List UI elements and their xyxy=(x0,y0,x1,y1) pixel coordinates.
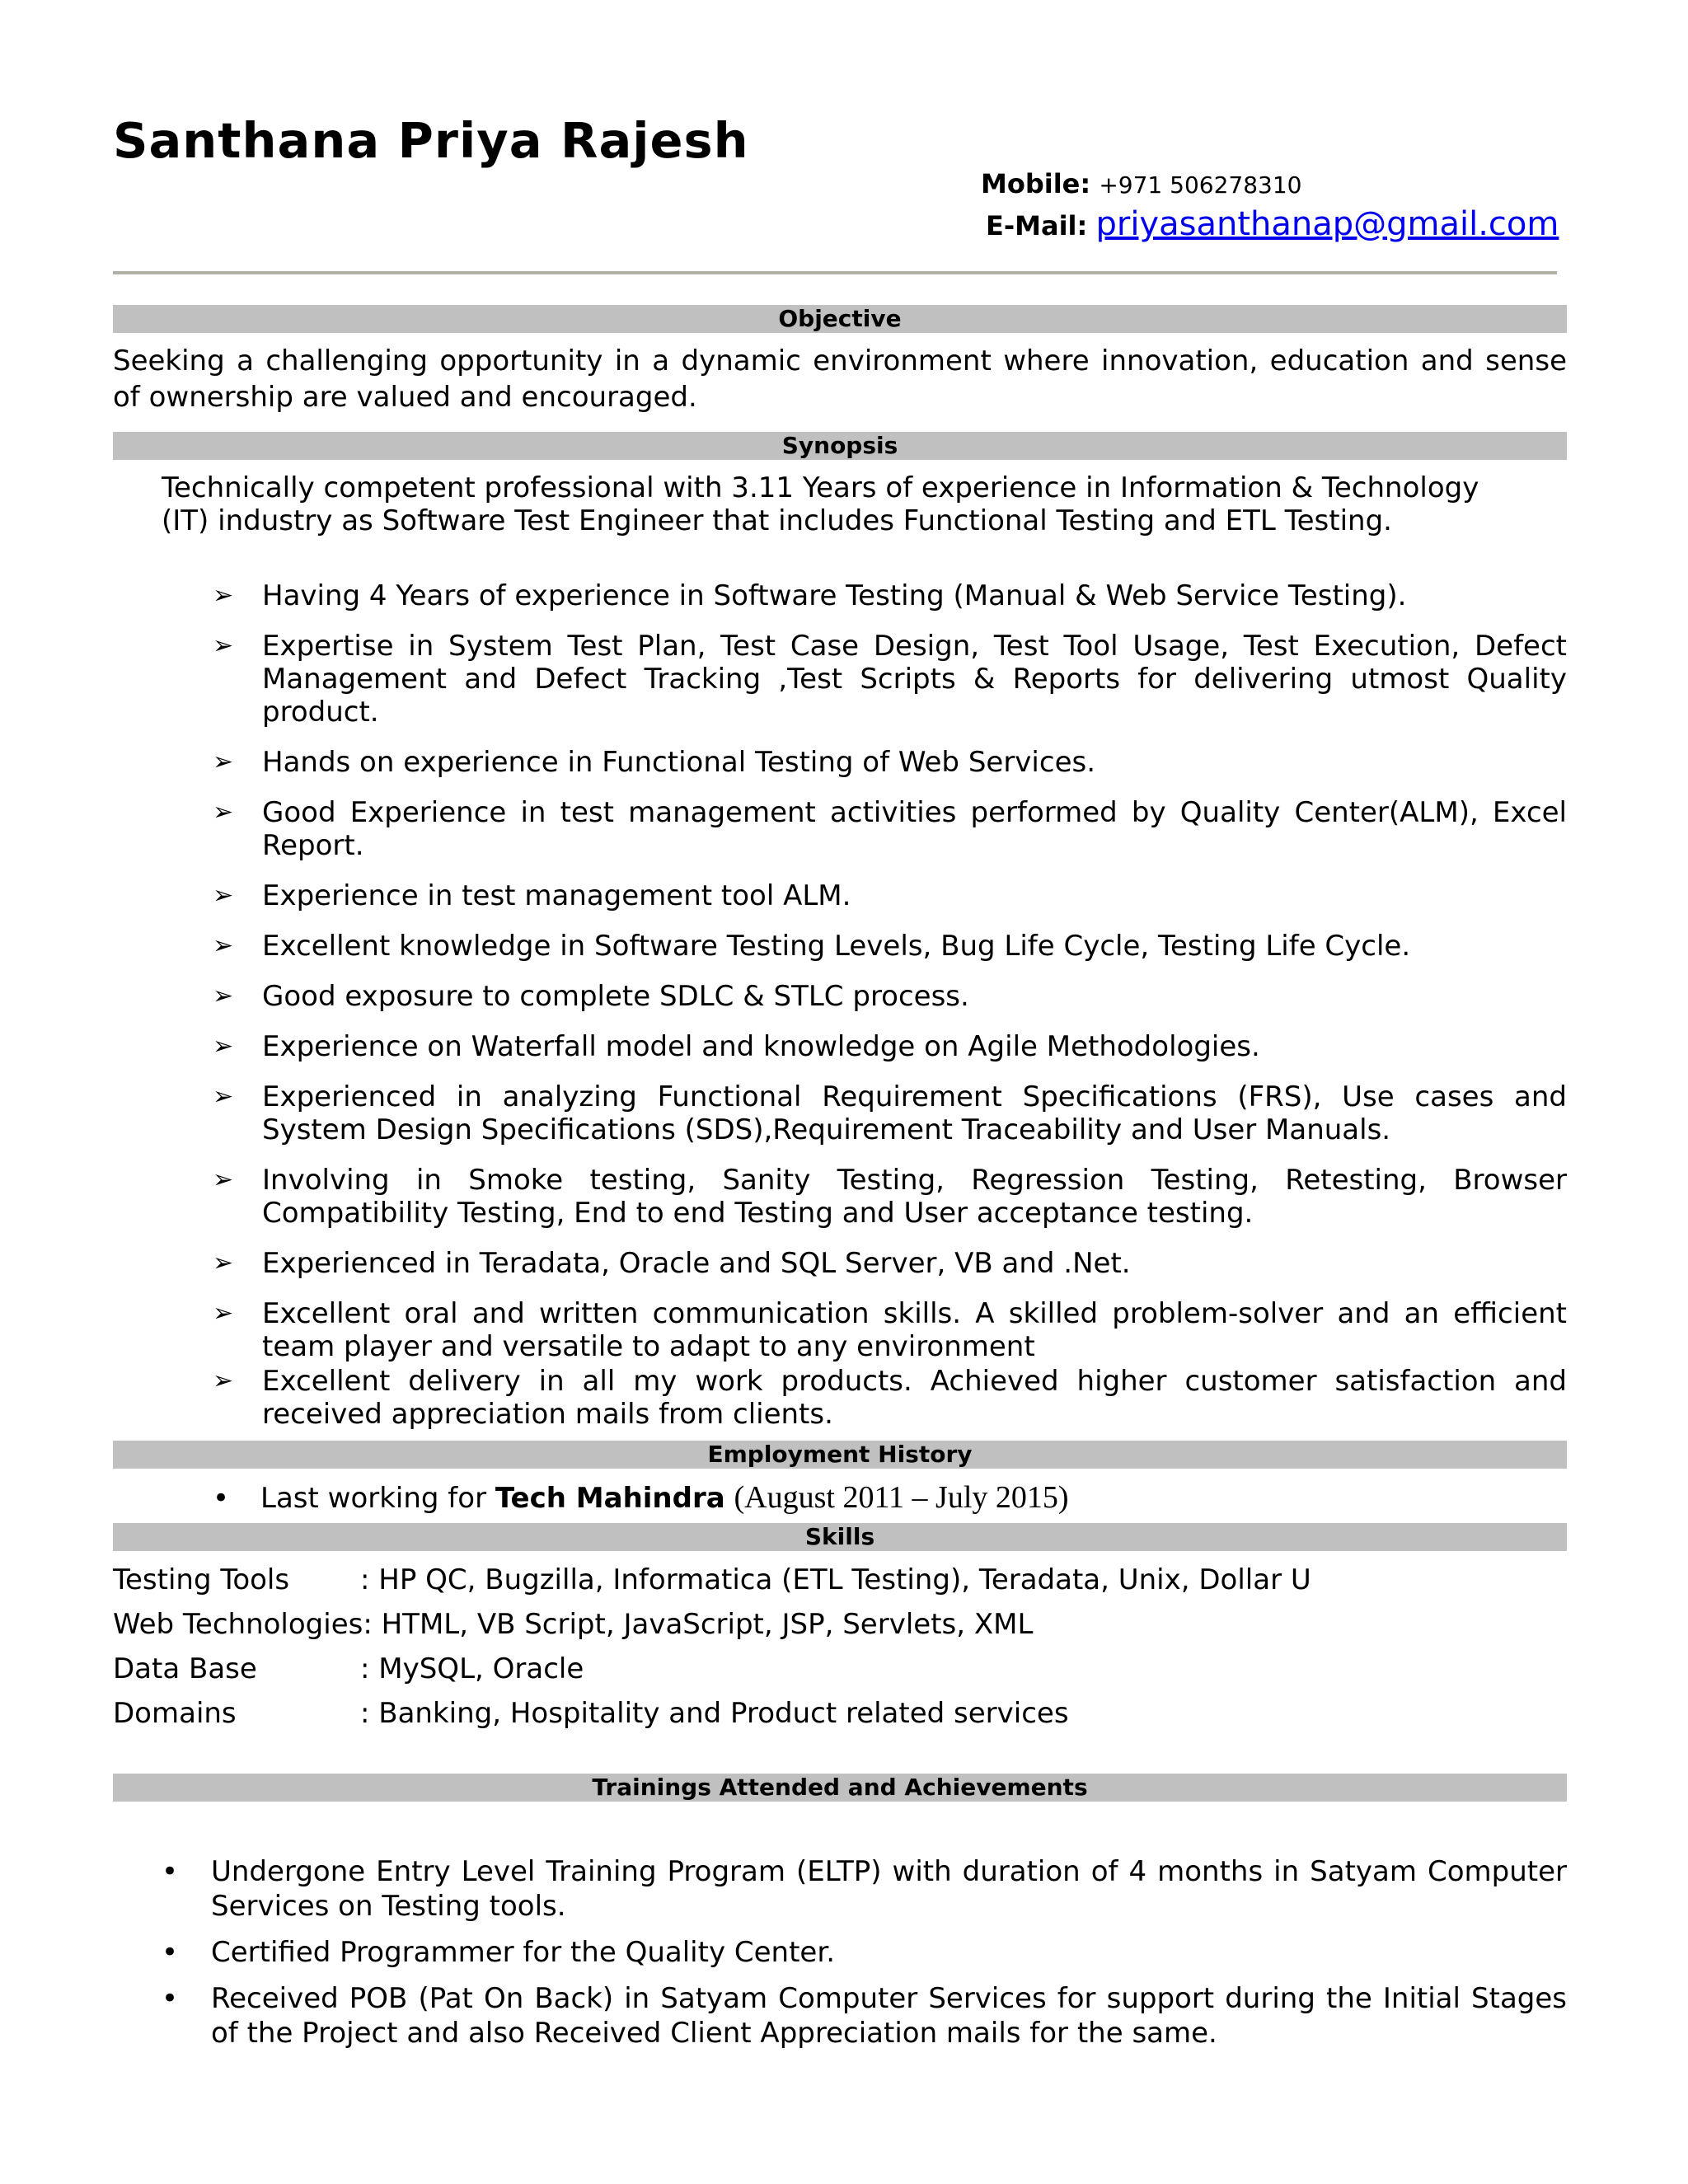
bullet-arrow-icon: ➢ xyxy=(213,982,234,1010)
mobile-line xyxy=(981,168,1301,199)
section-synopsis: Synopsis xyxy=(113,432,1567,460)
skill-row xyxy=(113,1696,1069,1731)
synopsis-bullet xyxy=(213,1030,1567,1063)
training-text: Undergone Entry Level Training Program (ELTP) with duration of 4 months in Satyam Computer Services on Testing tools. xyxy=(211,1855,1567,1923)
skill-label: Web Technologies xyxy=(113,1608,363,1641)
synopsis-text: Technically competent professional with 3.11 Years of experience in Information & Technology (IT) industry as Software Test Engineer that includes Functional Testing and ETL Testing. xyxy=(162,471,1479,537)
section-trainings: Trainings Attended and Achievements xyxy=(113,1774,1567,1802)
skill-row xyxy=(113,1607,1033,1642)
email-line xyxy=(986,204,1559,244)
synopsis-bullet-text: Having 4 Years of experience in Software Testing (Manual & Web Service Testing). xyxy=(262,579,1407,612)
synopsis-bullet-list xyxy=(213,579,1567,1448)
bullet-arrow-icon: ➢ xyxy=(213,631,234,660)
synopsis-bullet-text: Good Experience in test management activities performed by Quality Center(ALM), Excel Report. xyxy=(262,796,1567,862)
training-item xyxy=(162,1854,1567,1924)
training-item xyxy=(162,1935,1567,1970)
skill-row xyxy=(113,1652,584,1686)
skill-value: : Banking, Hospitality and Product related services xyxy=(360,1697,1069,1730)
mobile-label: Mobile: xyxy=(981,168,1091,199)
synopsis-bullet-text: Excellent oral and written communication skills. A skilled problem-solver and an efficient team player and versatile to adapt to any environment xyxy=(262,1297,1567,1363)
synopsis-bullet xyxy=(213,1080,1567,1146)
trainings-list xyxy=(162,1854,1567,2062)
synopsis-bullet xyxy=(213,930,1567,963)
email-link[interactable]: priyasanthanap@gmail.com xyxy=(1095,205,1559,243)
section-objective: Objective xyxy=(113,305,1567,333)
synopsis-bullet-text: Excellent knowledge in Software Testing Levels, Bug Life Cycle, Testing Life Cycle. xyxy=(262,930,1411,963)
mobile-value: +971 506278310 xyxy=(1099,171,1302,199)
synopsis-bullet-text: Excellent delivery in all my work products. Achieved higher customer satisfaction and received appreciation mails from clients. xyxy=(262,1365,1567,1431)
bullet-dot-icon: • xyxy=(162,1855,179,1888)
header-divider xyxy=(113,271,1557,274)
synopsis-bullet-text: Involving in Smoke testing, Sanity Testing, Regression Testing, Retesting, Browser Compatibility Testing, End to end Testing and User acceptance testing. xyxy=(262,1164,1567,1230)
synopsis-bullet xyxy=(213,630,1567,729)
skill-value: : MySQL, Oracle xyxy=(360,1652,584,1685)
synopsis-bullet-text: Hands on experience in Functional Testing of Web Services. xyxy=(262,746,1096,779)
bullet-dot-icon: • xyxy=(162,1982,179,2015)
bullet-dot-icon: • xyxy=(162,1936,179,1969)
synopsis-bullet-text: Experienced in Teradata, Oracle and SQL Server, VB and .Net. xyxy=(262,1247,1131,1280)
employment-prefix: Last working for xyxy=(260,1482,495,1515)
synopsis-bullet-text: Good exposure to complete SDLC & STLC process. xyxy=(262,980,969,1013)
bullet-arrow-icon: ➢ xyxy=(213,748,234,776)
bullet-arrow-icon: ➢ xyxy=(213,1032,234,1061)
synopsis-bullet-text: Expertise in System Test Plan, Test Case Design, Test Tool Usage, Test Execution, Defect Management and Defect Tracking ,Test Scripts & Reports for delivering utmost Quality product. xyxy=(262,630,1567,729)
training-item xyxy=(162,1981,1567,2050)
candidate-name: Santhana Priya Rajesh xyxy=(113,112,749,169)
synopsis-bullet xyxy=(213,980,1567,1013)
bullet-arrow-icon: ➢ xyxy=(213,1082,234,1111)
skill-value: : HTML, VB Script, JavaScript, JSP, Servlets, XML xyxy=(363,1608,1034,1641)
synopsis-bullet xyxy=(213,796,1567,862)
skill-label: Domains xyxy=(113,1697,237,1730)
employment-bullet: • xyxy=(213,1482,230,1515)
bullet-arrow-icon: ➢ xyxy=(213,581,234,610)
bullet-arrow-icon: ➢ xyxy=(213,881,234,910)
section-skills: Skills xyxy=(113,1523,1567,1551)
bullet-arrow-icon: ➢ xyxy=(213,1366,234,1395)
synopsis-bullet-text: Experience on Waterfall model and knowledge on Agile Methodologies. xyxy=(262,1030,1260,1063)
bullet-arrow-icon: ➢ xyxy=(213,931,234,960)
synopsis-bullet xyxy=(213,746,1567,779)
skill-row xyxy=(113,1563,1311,1597)
bullet-arrow-icon: ➢ xyxy=(213,1299,234,1328)
bullet-arrow-icon: ➢ xyxy=(213,1249,234,1277)
skill-label: Data Base xyxy=(113,1652,257,1685)
synopsis-bullet-text: Experience in test management tool ALM. xyxy=(262,879,851,912)
training-text: Certified Programmer for the Quality Center. xyxy=(211,1936,835,1969)
synopsis-bullet xyxy=(213,879,1567,912)
employment-company: Tech Mahindra xyxy=(495,1482,725,1515)
synopsis-bullet xyxy=(213,1247,1567,1280)
synopsis-bullet xyxy=(213,1365,1567,1431)
employment-entry xyxy=(213,1479,1069,1516)
synopsis-bullet-text: Experienced in analyzing Functional Requirement Specifications (FRS), Use cases and System Design Specifications (SDS),Requirement Traceability and User Manuals. xyxy=(262,1080,1567,1146)
section-employment: Employment History xyxy=(113,1441,1567,1469)
email-label: E-Mail: xyxy=(986,210,1088,241)
bullet-arrow-icon: ➢ xyxy=(213,798,234,827)
bullet-arrow-icon: ➢ xyxy=(213,1165,234,1194)
objective-text: Seeking a challenging opportunity in a dynamic environment where innovation, education and sense of ownership are valued and encouraged. xyxy=(113,344,1567,414)
employment-period: (August 2011 – July 2015) xyxy=(734,1480,1069,1515)
skill-label: Testing Tools xyxy=(113,1563,290,1596)
synopsis-bullet xyxy=(213,1297,1567,1363)
skill-value: : HP QC, Bugzilla, Informatica (ETL Testing), Teradata, Unix, Dollar U xyxy=(360,1563,1311,1596)
training-text: Received POB (Pat On Back) in Satyam Computer Services for support during the Initial Stages of the Project and also Received Client Appreciation mails for the same. xyxy=(211,1982,1567,2050)
synopsis-bullet xyxy=(213,579,1567,612)
synopsis-bullet xyxy=(213,1164,1567,1230)
